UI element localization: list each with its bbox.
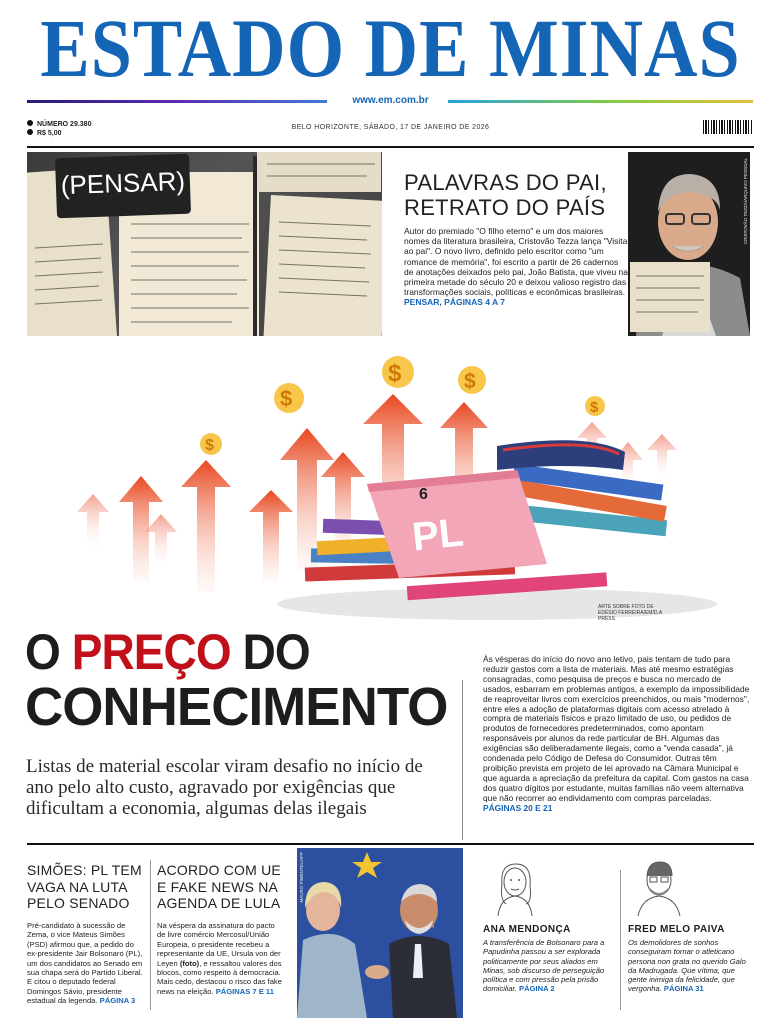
lead-body bbox=[483, 655, 751, 814]
site-url[interactable]: www.em.com.br bbox=[352, 95, 429, 106]
lead-headline-line2[interactable]: CONHECIMENTO bbox=[25, 677, 448, 737]
lead-page-ref[interactable]: PÁGINAS 20 E 21 bbox=[483, 802, 553, 813]
top-divider bbox=[27, 146, 754, 148]
acordo-body-part1: Na véspera da assinatura do pacto de livre comércio Mercosul/União Europeia, o presidente recebeu a representante da UE, Ursula von der Leyen bbox=[157, 921, 281, 968]
fred-column-summary bbox=[628, 938, 750, 994]
svg-text:$: $ bbox=[590, 399, 599, 416]
pensar-headline[interactable] bbox=[404, 170, 634, 220]
lead-headline-highlight: PREÇO bbox=[71, 624, 231, 680]
svg-text:$: $ bbox=[464, 370, 476, 393]
issue-price: R$ 5,00 bbox=[37, 130, 62, 137]
lula-photo-credit: MAURO PIMENTEL/AFP bbox=[299, 852, 304, 903]
simoes-page-ref[interactable]: PÁGINA 3 bbox=[99, 996, 136, 1006]
simoes-headline-line3: PELO SENADO bbox=[27, 895, 130, 911]
acordo-photo-ref: (foto) bbox=[179, 958, 200, 968]
acordo-headline-line3: AGENDA DE LULA bbox=[157, 895, 281, 911]
column-divider bbox=[150, 860, 151, 1010]
fred-portrait-sketch bbox=[630, 858, 688, 918]
fred-columnist-name[interactable]: FRED MELO PAIVA bbox=[628, 924, 725, 935]
author-photo[interactable] bbox=[628, 152, 750, 336]
acordo-headline[interactable] bbox=[157, 862, 281, 912]
acordo-page-ref[interactable]: PÁGINAS 7 E 11 bbox=[215, 986, 274, 996]
book-cover-label: PL bbox=[410, 510, 466, 560]
ana-mendonca-portrait bbox=[486, 858, 544, 918]
dateline: BELO HORIZONTE, SÁBADO, 17 DE JANEIRO DE 2026 bbox=[291, 124, 490, 131]
newspaper-title[interactable]: ESTADO DE MINAS bbox=[40, 3, 741, 95]
pensar-headline-line1: PALAVRAS DO PAI, bbox=[404, 170, 607, 195]
lula-von-der-leyen-photo[interactable] bbox=[297, 848, 463, 1018]
ana-portrait-sketch bbox=[486, 858, 544, 918]
handshake-illustration bbox=[297, 848, 463, 1018]
bottom-divider bbox=[27, 843, 754, 845]
pensar-body: Autor do premiado "O filho eterno" e um dos maiores nomes da literatura brasileira, Cristovão Tezza lança "Visita ao pai". O novo livro, definido pelo escritor como "um romance de memória", foi escrito a partir de 26 cadernos de anotações deixados pelo pai, João Batista, que viveu na primeira metade do século 20 e deixou valioso registro das transformações sociais, políticas e econômicas brasileiras. bbox=[404, 226, 628, 298]
simoes-headline-line2: VAGA NA LUTA bbox=[27, 878, 128, 895]
hero-credit bbox=[598, 604, 678, 622]
acordo-summary bbox=[157, 921, 285, 996]
ana-column-summary bbox=[483, 938, 615, 994]
lead-headline-post: DO bbox=[230, 624, 310, 680]
book-cover-number: 6 bbox=[419, 486, 428, 503]
lead-body-text: Às vésperas do início do novo ano letivo, pais tentam de tudo para reduzir gastos com a lista de materiais. Mas até mesmo estratégias consagradas, como pesquisa de preços e busca no mercado de usados, esbarram em problemas antigos, a exemplo da impossibilidade de reaproveitar livros com exercícios preenchidos, ou mais "modernos", entre eles a adoção de plataformas digitais com acesso atrelado à compra de materiais físicos e prazo limitado de uso, ou pedidos de produtos de fornecedores predeterminados, como apontam responsáveis por alunos da rede particular de BH. Algumas das exigências são deliberadamente ilegais, como a "venda casada", já condenada pelo Código de Defesa do Consumidor. Outras têm proibição prevista em projeto de lei aprovado na Câmara Municipal e que aguarda a apreciação da prefeitura da capital. Com gastos na casa dos quatro dígitos por estudante, muitas famílias não veem alternativa que não recorrer ao endividamento com compras parceladas. bbox=[483, 654, 750, 803]
hero-credit-line1: ARTE SOBRE FOTO DE bbox=[598, 604, 654, 610]
pensar-page-ref[interactable]: PENSAR, PÁGINAS 4 A 7 bbox=[404, 297, 505, 308]
acordo-headline-line2: E FAKE NEWS NA bbox=[157, 878, 279, 895]
ana-body: A transferência de Bolsonaro para a Papudinha passou a ser explorada politicamente por seus aliados em Minas, sob discurso de perseguição política e com pressão pela prisão domiciliar. bbox=[483, 938, 605, 994]
simoes-headline[interactable] bbox=[27, 862, 142, 912]
svg-text:$: $ bbox=[280, 386, 293, 411]
acordo-body-part2: , e ressaltou valores dos blocos, como respeito à democracia. Mais cedo, destacou o risco das fake news na eleição. bbox=[157, 958, 282, 996]
pensar-tag[interactable] bbox=[55, 154, 191, 219]
hero-illustration[interactable] bbox=[27, 342, 753, 642]
ana-columnist-name[interactable]: ANA MENDONÇA bbox=[483, 924, 571, 935]
simoes-summary bbox=[27, 921, 145, 1006]
lead-deck: Listas de material escolar viram desafio no início de ano pelo alto custo, agravado por exigências que dificultam a economia, algumas delas ilegais bbox=[26, 756, 423, 819]
lead-headline-line1[interactable] bbox=[25, 623, 310, 681]
ana-page-ref[interactable]: PÁGINA 2 bbox=[519, 984, 555, 994]
author-portrait bbox=[628, 152, 750, 336]
acordo-headline-line1: ACORDO COM UE bbox=[157, 862, 281, 878]
svg-text:$: $ bbox=[388, 360, 402, 387]
hero-credit-line2: EDÉSIO FERREIRA/EM/D.A PRESS bbox=[598, 610, 662, 622]
svg-text:$: $ bbox=[205, 437, 214, 454]
author-photo-credit: CRISTOVÃO TEZZA/ARQUIVO PESSOAL bbox=[743, 158, 748, 245]
price-arrows-books-art bbox=[27, 342, 753, 642]
column-divider bbox=[620, 870, 621, 1010]
pensar-tag-label: (PENSAR) bbox=[60, 165, 186, 201]
masthead bbox=[0, 0, 781, 137]
simoes-headline-line1: SIMÕES: PL TEM bbox=[27, 862, 142, 878]
simoes-body: Pré-candidato à sucessão de Zema, o vice Mateus Simões (PSD) afirmou que, a pedido do ex-presidente Jair Bolsonaro (PL), um dos candidatos ao Senado em sua chapa será do Partido Liberal. E citou o deputado federal Domingos Sávio, presidente estadual da legenda. bbox=[27, 921, 143, 1006]
issue-number: NÚMERO 29.380 bbox=[37, 121, 92, 128]
pensar-summary bbox=[404, 226, 628, 308]
barcode-icon bbox=[703, 120, 753, 134]
column-divider bbox=[462, 680, 463, 840]
pensar-headline-line2: RETRATO DO PAÍS bbox=[404, 195, 606, 220]
fred-page-ref[interactable]: PÁGINA 31 bbox=[663, 984, 704, 994]
fred-melo-paiva-portrait bbox=[630, 858, 688, 918]
lead-headline-pre: O bbox=[25, 624, 72, 680]
fred-body: Os demolidores de sonhos conseguiram tornar o atleticano persona non grata no querido Galo da Madrugada. Que vítima, que gente inimiga da felicidade, que vergonha. bbox=[628, 938, 746, 994]
